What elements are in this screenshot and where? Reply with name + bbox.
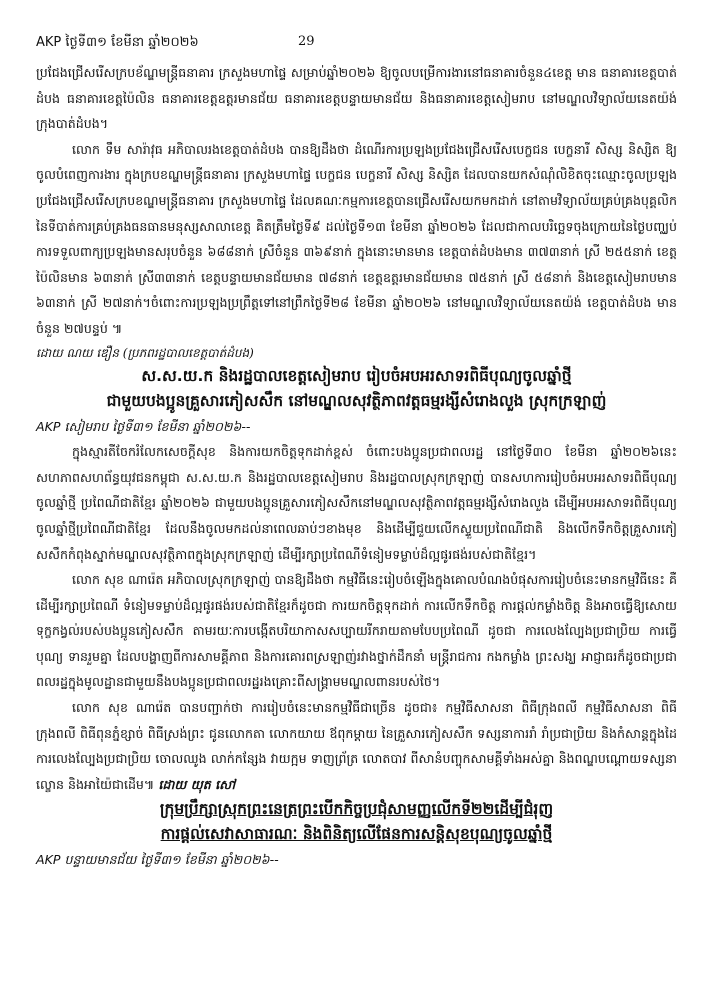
article3-headline-line-2-text: ការផ្តល់សេវាសាធារណៈ និងពិនិត្យលើផែនការសន្តិសុខបុណ្យចូលឆ្នាំថ្មី xyxy=(160,825,553,844)
article3-dateline: AKP បន្ទាយមានជ័យ ថ្ងៃទី៣១ ខែមីនា ឆ្នាំ២០២៦-- xyxy=(36,852,279,868)
article2-headline-line-2: ជាមួយបងប្អូនគ្រួសារភៀសសឹក នៅមណ្ឌលសុវត្ថិភាពវត្តធម្មរង្សីសំរោងលួង ស្រុកក្រឡាញ់ xyxy=(106,391,607,410)
article1-paragraph-2: លោក ទឹម សារ៉ាវុធ អភិបាលរងខេត្តបាត់ដំបង បានឱ្យដឹងថា ដំណើរការប្រឡងប្រជែងជ្រើសរើសបេក្ខជន បេក្ខនារី សិស្ស និស្សិត ឱ្យចូលបំពេញការងារ ក្នុងក្របខណ្ឌមន្ត្រីធនាគារ ក្រសួងមហាផ្ទៃ បេក្ខជន បេក្ខនារី សិស្ស និស្សិត ដែលបានយកសំណុំលិខិតចុះឈ្មោះចូលប្រឡងប្រជែងជ្រើសរើសក្របខណ្ឌមន្ត្រីធនាគារ ក្រសួងមហាផ្ទៃ ដែលគណៈកម្មការខេត្តបានជ្រើសរើសយកមកដាក់ នៅតាមវិទ្យាល័យគ្រប់គ្រងបុគ្គលិកនៃទីបាត់ការគ្រប់គ្រងធនធានមនុស្សសាលាខេត្ត គិតត្រឹមថ្ងៃទី៩ ដល់ថ្ងៃទី១៣ ខែមីនា ឆ្នាំ២០២៦ ដែលជាកាលបរិច្ឆេទចុងក្រោយនៃថ្ងៃបញ្ឈប់ការទទួលពាក្យប្រឡងមានសរុបចំនួន ៦៨៨នាក់ ស្រីចំនួន ៣៦៩នាក់ ក្នុងនោះមានមាន ខេត្តបាត់ដំបងមាន ៣៧៣នាក់ ស្រី ២៥៥នាក់ ខេត្តប៉ៃលិនមាន ៦៣នាក់ ស្រី៣៣នាក់ ខេត្តបន្ទាយមានជ័យមាន ៧៨នាក់ ខេត្តឧត្តរមានជ័យមាន ៧៥នាក់ ស្រី ៥៨នាក់ និងខេត្តសៀមរាបមាន ៦៣នាក់ ស្រី ២៧នាក់។ចំពោះការប្រឡងប្រព្រឹត្តទៅនៅព្រឹកថ្ងៃទី២៨ ខែមីនា ឆ្នាំ២០២៦ នៅមណ្ឌលវិទ្យាល័យនេតយ៉ង់ ខេត្តបាត់ដំបង មានចំនួន ២៧បន្ទប់ ៕ xyxy=(36,141,677,336)
article3-headline-line-1 xyxy=(36,797,677,822)
page-body xyxy=(36,60,677,873)
page-header xyxy=(36,34,675,56)
article1-byline: ដោយ ណយ ឌឿន (ប្រភពរដ្ឋបាលខេត្តបាត់ដំបង) xyxy=(36,345,254,360)
article2-headline-line-1: ស.ស.យ.ក និងរដ្ឋបាលខេត្តសៀមរាប រៀបចំអបអរសាទរពិធីបុណ្យចូលឆ្នាំថ្មី xyxy=(141,366,572,385)
article2-paragraph-1: ក្នុងស្មារតីចែករំលែកសេចក្តីសុខ និងការយកចិត្តទុកដាក់ខ្ពស់ ចំពោះបងប្អូនប្រជាពលរដ្ឋ នៅថ្ងៃទី៣០ ខែមីនា ឆ្នាំ២០២៦នេះ សហភាពសហព័ន្ធយុវជនកម្ពុជា ស.ស.យ.ក និងរដ្ឋបាលខេត្តសៀមរាប និងរដ្ឋបាលស្រុកក្រឡាញ់ បានសហការរៀបចំអបអរសាទរពិធីបុណ្យចូលឆ្នាំថ្មី ប្រពៃណីជាតិខ្មែរ ឆ្នាំ២០២៦ ជាមួយបងប្អូនគ្រួសារភៀសសឹកនៅមណ្ឌលសុវត្ថិភាពវត្តធម្មរង្សីសំរោងលួង ដើម្បីអបអរសាទរពិធីបុណ្យចូលឆ្នាំថ្មីប្រពៃណីជាតិខ្មែរ ដែលនឹងចូលមកដល់នាពេលឆាប់ៗខាងមុខ និងដើម្បីជួយលើកស្ទួយប្រពៃណីជាតិ និងលើកទឹកចិត្តគ្រួសារភៀសសឹកកំពុងស្នាក់មណ្ឌលសុវត្ថិភាពក្នុងស្រុកក្រឡាញ់ ដើម្បីរក្សាប្រពៃណីទំនៀមទម្លាប់ដ៏ល្អផូរផង់របស់ជាតិខ្មែរ។ xyxy=(36,444,677,562)
article2-paragraph-3-text: លោក សុខ ណារ៉េត បានបញ្ជាក់ថា ការរៀបចំនេះមានកម្មវិធីជាច្រើន ដូចជា៖ កម្មវិធីសាសនា ពិធីក្រុងពលី កម្មវិធីសាសនា ពិធីក្រុងពលី ពិធីពុនភ្នំខ្សាច់ ពិធីស្រង់ព្រះ ជូនលោកតា លោកយាយ ឪពុកម្តាយ នៃគ្រួសារភៀសសឹក ទស្សនាការរាំ រាំប្រជាប្រិយ និងកំសាន្តក្នុងដៃ ការលេងល្បែងប្រជាប្រិយ ចោលឈូង លាក់កន្សែង វាយក្អម ទាញព្រ័ត្រ លោតបាវ ពីសានំបញ្ចុកសាមគ្គីទាំងអស់គ្នា និងពណ្ឌបណ្តោយទស្សនាល្ខោន និងអាយ៉ៃជាដើម៕ xyxy=(36,700,677,792)
article1-paragraph-1: ប្រជែងជ្រើសរើសក្របខ័ណ្ឌមន្ត្រីធនាគារ ក្រសួងមហាផ្ទៃ សម្រាប់ឆ្នាំ២០២៦ ឱ្យចូលបម្រើការងារនៅធនាគារចំនួន៤ខេត្ត មាន ធនាគារខេត្តបាត់ដំបង ធនាគារខេត្តប៉ៃលិន ធនាគារខេត្តឧត្តរមានជ័យ ធនាគារខេត្តបន្ទាយមានជ័យ និងធនាគារខេត្តសៀមរាប នៅមណ្ឌលវិទ្យាល័យនេតយ៉ង់ ក្រុងបាត់ដំបង។ xyxy=(36,65,677,132)
article2-paragraph-3 xyxy=(36,695,677,797)
header-date: AKP ថ្ងៃទី៣១ ខែមីនា ឆ្នាំ២០២៦ xyxy=(36,35,199,50)
article2-dateline: AKP សៀមរាប ថ្ងៃទី៣១ ខែមីនា ឆ្នាំ២០២៦-- xyxy=(36,418,251,434)
article2-credit: ដោយ យុត សៅ xyxy=(158,776,236,792)
page-number: 29 xyxy=(298,34,315,49)
article3-headline-line-1-text: ក្រុមប្រឹក្សាស្រុកព្រះនេត្រព្រះបើកកិច្ចប្រជុំសាមញ្ញលើកទី២២ដើម្បីជំរុញ xyxy=(159,800,554,819)
article2-paragraph-2: លោក សុខ ណារ៉េត អភិបាលស្រុកក្រឡាញ់ បានឱ្យដឹងថា កម្មវិធីនេះរៀបចំឡើងក្នុងគោលបំណងបំផុសការរៀបចំនេះមានកម្មវិធីនេះ គឺដើម្បីរក្សាប្រពៃណី ទំនៀមទម្លាប់ដ៏ល្អផូរផង់របស់ជាតិខ្មែរក៏ដូចជា ការយកចិត្តទុកដាក់ ការលើកទឹកចិត្ត ការផ្តល់កម្លាំងចិត្ត និងអាចធ្វើឱ្យសោយទុក្ខកង្វល់របស់បងប្អូនភៀសសឹក តាមរយៈការបង្កើតបរិយាកាសសប្បាយរីករាយតាមបែបប្រពៃណី ដូចជា ការលេងល្បែងប្រជាប្រិយ ការធ្វើបុណ្យ ទានរួមគ្នា ដែលបង្ហាញពីការសាមគ្គីភាព និងការគោរពស្រឡាញ់រវាងថ្នាក់ដឹកនាំ មន្ត្រីរាជការ កងកម្លាំង ព្រះសង្ឃ អាជ្ញាធរក៏ដូចជាប្រជាពលរដ្ឋក្នុងមូលដ្ឋានជាមួយនឹងបងប្អូនប្រជាពលរដ្ឋរងគ្រោះពីសង្គ្រាមមណ្ឌលពានរបស់ថៃ។ xyxy=(36,572,677,690)
article3-headline-line-2 xyxy=(36,822,677,847)
